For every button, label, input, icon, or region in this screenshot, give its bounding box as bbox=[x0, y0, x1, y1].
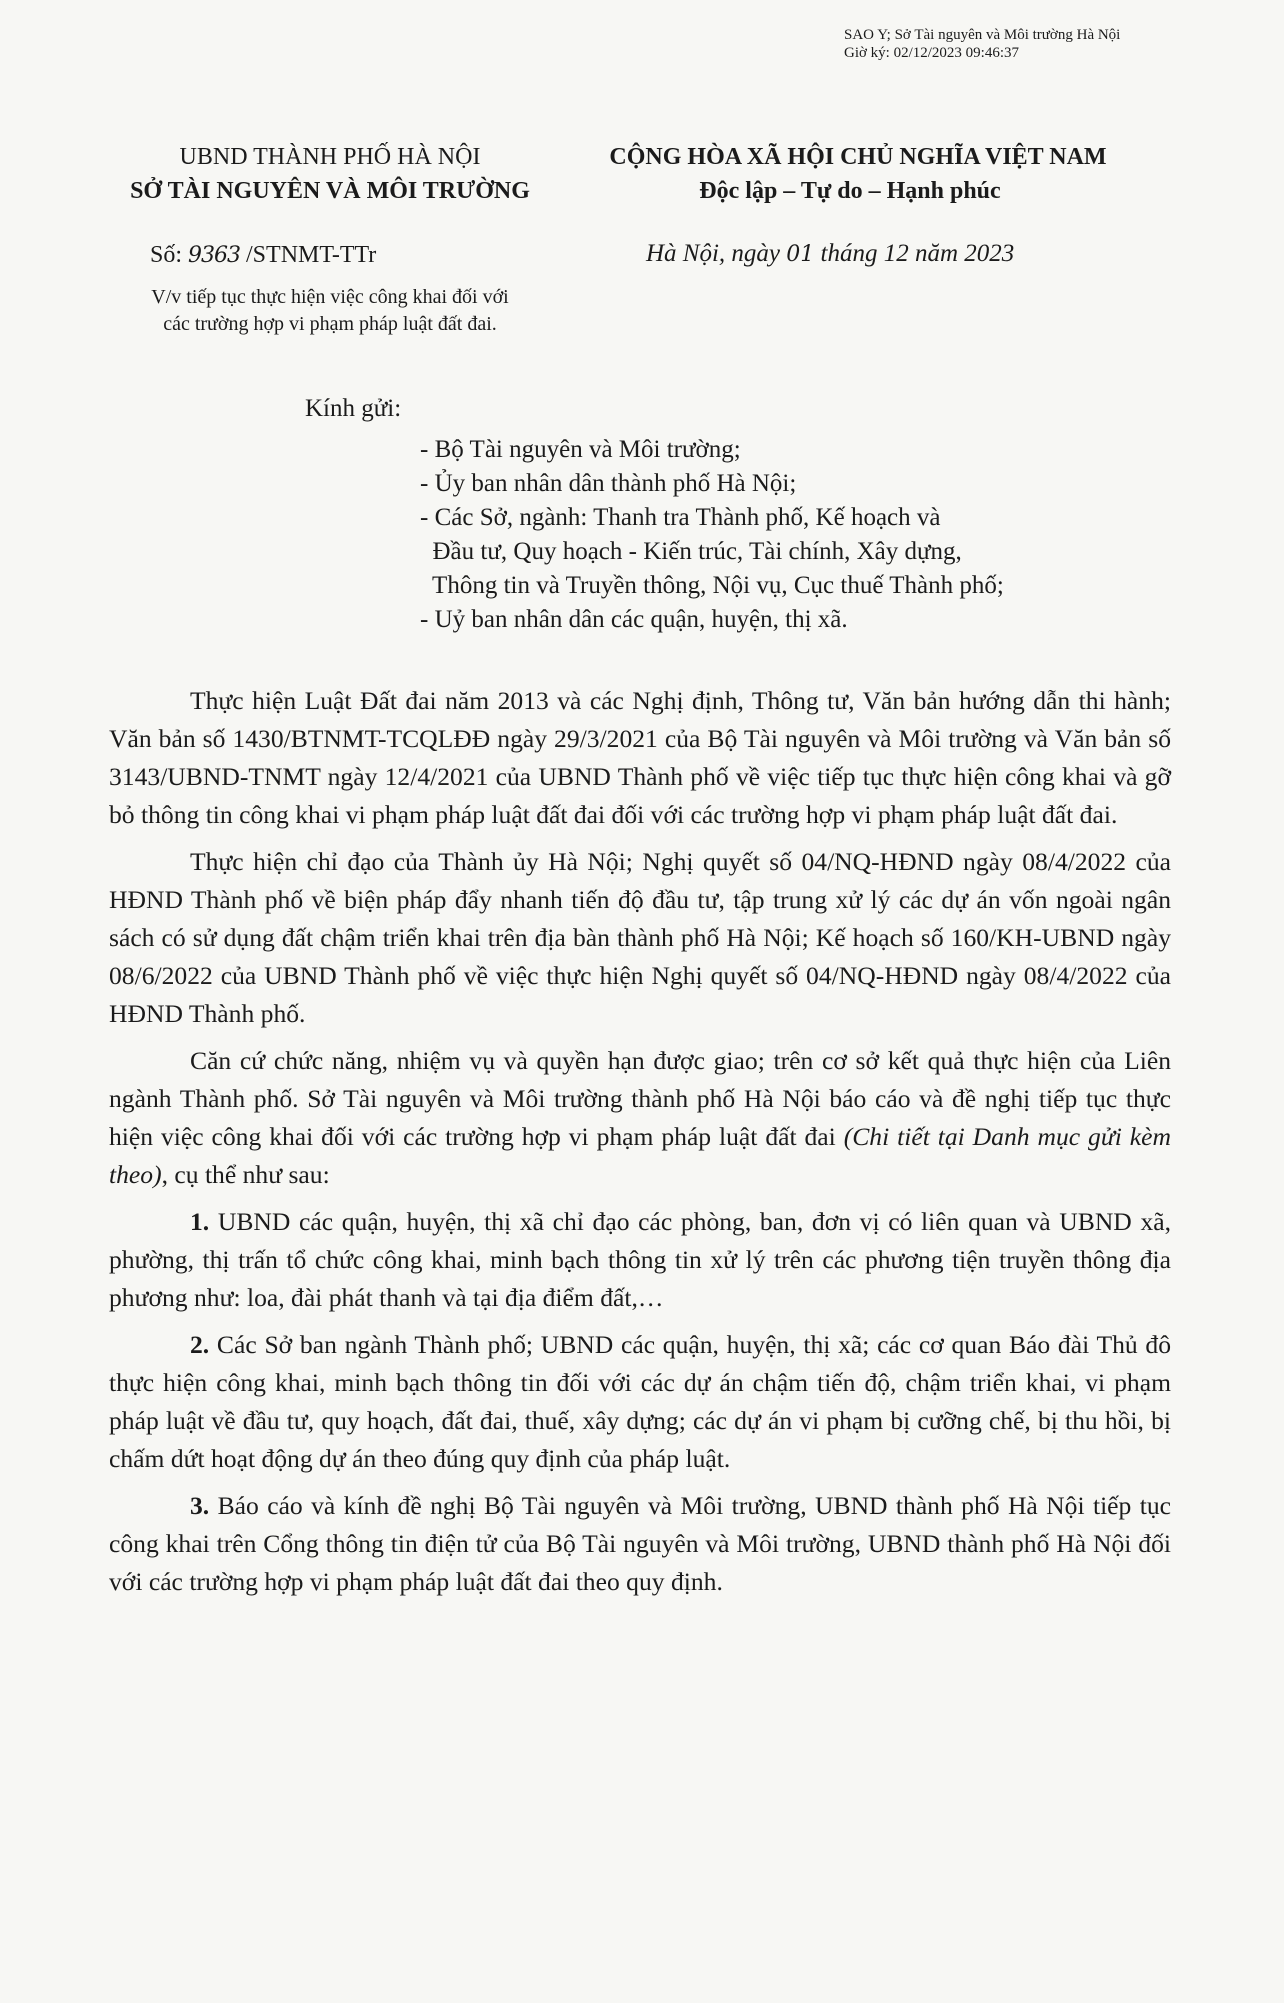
item-number: 2. bbox=[190, 1330, 210, 1359]
date-day-handwritten: 01 bbox=[786, 242, 815, 267]
attachment-note: (Chi tiết tại Danh mục gửi kèm theo) bbox=[109, 1122, 1172, 1189]
item-text: Báo cáo và kính đề nghị Bộ Tài nguyên và Môi trường, UBND thành phố Hà Nội tiếp tục công khai trên Cổng thông tin điện tử của Bộ Tài nguyên và Môi trường, UBND thành phố Hà Nội đối với các trường hợp vi phạm pháp luật đất đai theo quy định. bbox=[109, 1491, 1171, 1596]
national-motto: Độc lập – Tự do – Hạnh phúc bbox=[699, 178, 1001, 204]
national-title: CỘNG HÒA XÃ HỘI CHỦ NGHĨA VIỆT NAM bbox=[609, 144, 1107, 170]
recipient-item: - Bộ Tài nguyên và Môi trường; bbox=[420, 436, 741, 463]
date-suffix: tháng 12 năm 2023 bbox=[814, 240, 1015, 267]
date-prefix: Hà Nội, ngày bbox=[646, 240, 787, 267]
recipients-list bbox=[420, 433, 1140, 637]
recipient-item: - Ủy ban nhân dân thành phố Hà Nội; bbox=[420, 470, 797, 497]
document-date bbox=[646, 240, 1014, 268]
doc-number-prefix: Số: bbox=[150, 242, 189, 268]
doc-number-suffix: /STNMT-TTr bbox=[240, 242, 377, 268]
item-number: 3. bbox=[190, 1491, 210, 1520]
document-body bbox=[109, 682, 1171, 1610]
body-paragraph-3 bbox=[109, 1042, 1171, 1194]
recipient-item: - Uỷ ban nhân dân các quận, huyện, thị xã. bbox=[420, 606, 848, 633]
recipients-label: Kính gửi: bbox=[305, 395, 402, 422]
doc-number-handwritten: 9363 bbox=[188, 243, 241, 268]
stamp-line-1: SAO Y; Sở Tài nguyên và Môi trường Hà Nội bbox=[844, 27, 1121, 43]
recipient-item: - Các Sở, ngành: Thanh tra Thành phố, Kế hoạch và bbox=[420, 504, 941, 531]
digital-signature-stamp bbox=[844, 26, 1264, 62]
subject-line-2: các trường hợp vi phạm pháp luật đất đai. bbox=[163, 313, 497, 335]
stamp-line-2: Giờ ký: 02/12/2023 09:46:37 bbox=[844, 45, 1020, 61]
body-item-1 bbox=[109, 1203, 1171, 1317]
body-item-3 bbox=[109, 1487, 1171, 1601]
item-text: UBND các quận, huyện, thị xã chỉ đạo các phòng, ban, đơn vị có liên quan và UBND xã, phường, thị trấn tổ chức công khai, minh bạch thông tin xử lý trên các phương tiện truyền thông địa phương như: loa, đài phát thanh và tại địa điểm đất,… bbox=[109, 1207, 1171, 1312]
subject-line-1: V/v tiếp tục thực hiện việc công khai đối với bbox=[151, 286, 509, 308]
recipient-item: Đầu tư, Quy hoạch - Kiến trúc, Tài chính, Xây dựng, bbox=[420, 538, 962, 565]
item-number: 1. bbox=[190, 1207, 210, 1236]
body-paragraph-2: Thực hiện chỉ đạo của Thành ủy Hà Nội; Nghị quyết số 04/NQ-HĐND ngày 08/4/2022 của HĐND Thành phố về biện pháp đẩy nhanh tiến độ đầu tư, tập trung xử lý các dự án vốn ngoài ngân sách có sử dụng đất chậm triển khai trên địa bàn thành phố Hà Nội; Kế hoạch số 160/KH-UBND ngày 08/6/2022 của UBND Thành phố về việc thực hiện Nghị quyết số 04/NQ-HĐND ngày 08/4/2022 của HĐND Thành phố. bbox=[109, 847, 1171, 1028]
document-subject bbox=[90, 284, 570, 338]
agency-name: SỞ TÀI NGUYÊN VÀ MÔI TRƯỜNG bbox=[130, 178, 530, 204]
agency-parent: UBND THÀNH PHỐ HÀ NỘI bbox=[179, 144, 481, 170]
document-number bbox=[150, 242, 376, 269]
paragraph-3-text-a: Căn cứ chức năng, nhiệm vụ và quyền hạn được giao; trên cơ sở kết quả thực hiện của Liên ngành Thành phố. Sở Tài nguyên và Môi trường thành phố Hà Nội báo cáo và đề nghị tiếp tục thực hiện việc công khai đối với các trường hợp vi phạm pháp luật đất đai bbox=[109, 1046, 1171, 1151]
issuing-agency-header bbox=[90, 140, 570, 208]
national-motto-header bbox=[598, 140, 1118, 208]
body-item-2 bbox=[109, 1326, 1171, 1478]
recipient-item: Thông tin và Truyền thông, Nội vụ, Cục thuế Thành phố; bbox=[420, 572, 1004, 599]
body-paragraph-1: Thực hiện Luật Đất đai năm 2013 và các Nghị định, Thông tư, Văn bản hướng dẫn thi hành; Văn bản số 1430/BTNMT-TCQLĐĐ ngày 29/3/2021 của Bộ Tài nguyên và Môi trường và Văn bản số 3143/UBND-TNMT ngày 12/4/2021 của UBND Thành phố về việc tiếp tục thực hiện công khai và gỡ bỏ thông tin công khai vi phạm pháp luật đất đai đối với các trường hợp vi phạm pháp luật đất đai. bbox=[109, 686, 1171, 829]
item-text: Các Sở ban ngành Thành phố; UBND các quận, huyện, thị xã; các cơ quan Báo đài Thủ đô thực hiện công khai, minh bạch thông tin đối với các dự án chậm tiến độ, chậm triển khai, vi phạm pháp luật về đầu tư, quy hoạch, đất đai, thuế, xây dựng; các dự án vi phạm bị cưỡng chế, bị thu hồi, bị chấm dứt hoạt động dự án theo đúng quy định của pháp luật. bbox=[109, 1330, 1171, 1473]
paragraph-3-text-b: , cụ thể như sau: bbox=[161, 1160, 330, 1189]
